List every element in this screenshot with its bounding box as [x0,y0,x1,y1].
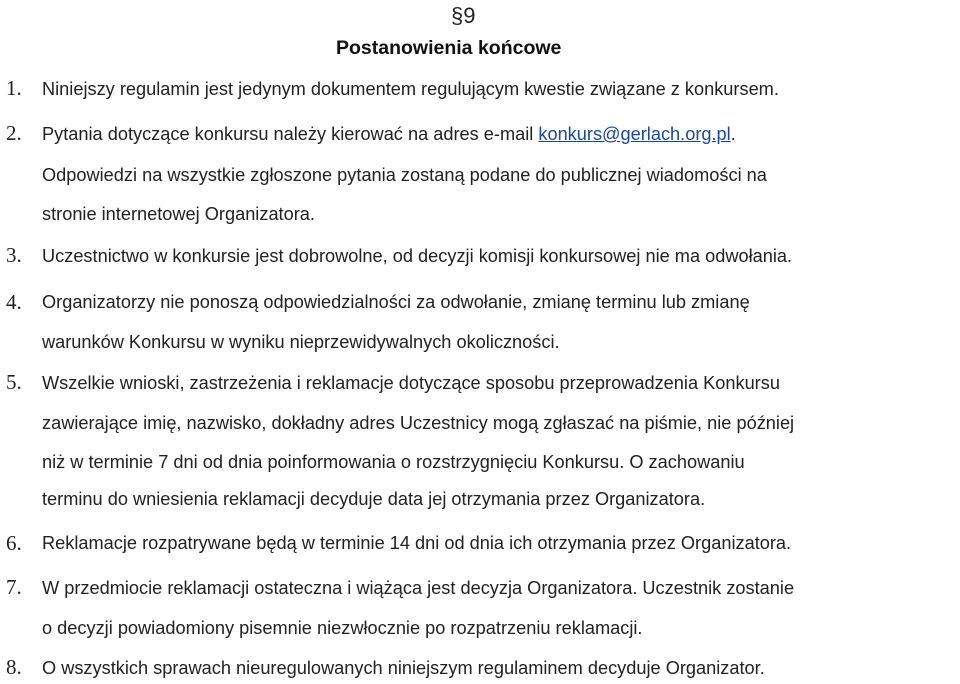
item-text-line: o decyzji powiadomiony pisemnie niezwłocznie po rozpatrzeniu reklamacji. [42,618,643,638]
item-text-line: Organizatorzy nie ponoszą odpowiedzialności za odwołanie, zmianę terminu lub zmianę [42,292,750,312]
item-text-line: warunków Konkursu w wyniku nieprzewidywalnych okoliczności. [42,332,560,352]
item-text-line: Niniejszy regulamin jest jedynym dokumentem regulującym kwestie związane z konkursem. [42,79,779,99]
item-text-line: stronie internetowej Organizatora. [42,204,315,224]
item-text-line: Odpowiedzi na wszystkie zgłoszone pytania zostaną podane do publicznej wiadomości na [42,165,767,185]
item-number: 1. [6,76,22,100]
item-number: 6. [6,531,22,555]
item-number: 3. [6,243,22,267]
item-number: 8. [6,655,22,679]
item-text-line: niż w terminie 7 dni od dnia poinformowania o rozstrzygnięciu Konkursu. O zachowaniu [42,452,745,472]
item-text-suffix: . [730,124,736,144]
item-text-line: Reklamacje rozpatrywane będą w terminie 14 dni od dnia ich otrzymania przez Organizatora. [42,533,792,553]
item-text-line: O wszystkich sprawach nieuregulowanych niniejszym regulaminem decyduje Organizator. [42,658,765,678]
item-text-line [42,124,736,145]
item-text-prefix: Pytania dotyczące konkursu należy kierować na adres e-mail [42,124,539,144]
item-text-line: Wszelkie wnioski, zastrzeżenia i reklamacje dotyczące sposobu przeprowadzenia Konkursu [42,373,780,393]
item-number: 2. [6,121,22,145]
item-text-line: zawierające imię, nazwisko, dokładny adres Uczestnicy mogą zgłaszać na piśmie, nie później [42,413,795,433]
section-number: §9 [451,3,476,28]
item-number: 5. [6,370,22,394]
email-link[interactable]: konkurs@gerlach.org.pl [538,124,731,144]
item-number: 7. [6,575,22,599]
item-text-line: terminu do wniesienia reklamacji decyduje data jej otrzymania przez Organizatora. [42,489,706,509]
item-number: 4. [6,290,22,314]
item-text-line: Uczestnictwo w konkursie jest dobrowolne, od decyzji komisji konkursowej nie ma odwołania. [42,246,793,266]
section-heading: Postanowienia końcowe [336,37,562,59]
item-text-line: W przedmiocie reklamacji ostateczna i wiążąca jest decyzja Organizatora. Uczestnik zostanie [42,578,795,598]
